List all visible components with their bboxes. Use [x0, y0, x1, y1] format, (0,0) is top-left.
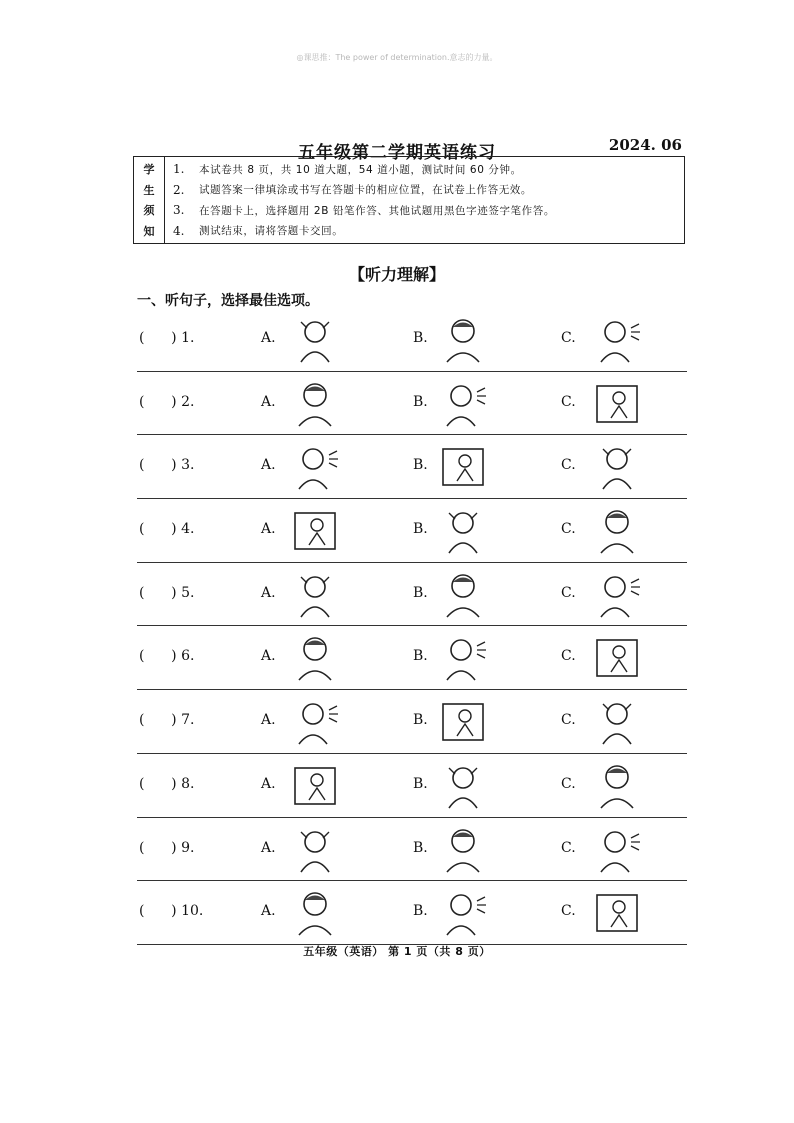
option-label: C. — [561, 393, 576, 410]
smartphone-app-icon — [589, 887, 645, 937]
notice-item-number: 3. — [173, 203, 185, 218]
notice-label-char: 知 — [143, 224, 155, 238]
question-number: ( ) 3. — [139, 457, 195, 474]
robot-icon — [435, 887, 491, 937]
option-label: B. — [413, 584, 428, 601]
notice-item-text: 测试结束，请将答题卡交回。 — [199, 225, 344, 238]
option-label: C. — [561, 521, 576, 538]
laptop-video-call-icon — [287, 887, 343, 937]
page-title: 五年级第二学期英语练习 — [298, 143, 496, 163]
question-number: ( ) 10. — [139, 903, 204, 920]
question-number: ( ) 6. — [139, 648, 195, 665]
question-row — [137, 690, 687, 754]
question-number: ( ) 9. — [139, 839, 195, 856]
question-row — [137, 372, 687, 436]
option-label: A. — [261, 521, 276, 538]
option-label: A. — [261, 648, 276, 665]
boy-coughing-icon — [589, 314, 645, 364]
family-camping-icon — [589, 760, 645, 810]
option-label: A. — [261, 903, 276, 920]
question-row — [137, 818, 687, 882]
two-boys-icon — [589, 569, 645, 619]
option-label: A. — [261, 584, 276, 601]
option-label: B. — [413, 712, 428, 729]
boy-taking-out-trash-icon — [287, 505, 343, 555]
girl-painting-icon — [435, 441, 491, 491]
option-label: B. — [413, 839, 428, 856]
option-label: C. — [561, 775, 576, 792]
option-label: C. — [561, 457, 576, 474]
option-label: C. — [561, 584, 576, 601]
notice-list — [165, 157, 684, 243]
option-label: A. — [261, 775, 276, 792]
notice-item-number: 2. — [173, 182, 185, 197]
family-portrait-icon — [435, 760, 491, 810]
question-row — [137, 881, 687, 945]
notice-item — [165, 162, 684, 177]
mother-and-son-icon — [287, 632, 343, 682]
part-heading: 一、听句子，选择最佳选项。 — [137, 293, 319, 309]
question-row — [137, 499, 687, 563]
notice-label-char: 须 — [143, 204, 155, 218]
question-row — [137, 754, 687, 818]
dragon-boat-race-icon — [589, 696, 645, 746]
teacher-with-children-icon — [589, 824, 645, 874]
section-heading: 【听力理解】 — [348, 265, 445, 284]
option-label: B. — [413, 330, 428, 346]
option-label: C. — [561, 330, 576, 346]
option-label: B. — [413, 457, 428, 474]
question-number: ( ) 8. — [139, 775, 195, 792]
notice-item — [165, 203, 684, 218]
notice-item-text: 试题答案一律填涂或书写在答题卡的相应位置，在试卷上作答无效。 — [199, 184, 532, 197]
question-row — [137, 435, 687, 499]
notice-label — [134, 157, 165, 243]
girl-playing-piano-icon — [435, 824, 491, 874]
option-label: C. — [561, 903, 576, 920]
kids-playing-chess-icon — [287, 569, 343, 619]
girl-feeding-fish-icon — [435, 505, 491, 555]
notice-label-char: 学 — [143, 163, 155, 177]
notice-item — [165, 223, 684, 238]
option-label: A. — [261, 330, 276, 346]
notice-item-number: 4. — [173, 223, 185, 238]
notice-item-text: 本试卷共 8 页，共 10 道大题，54 道小题，测试时间 60 分钟。 — [199, 163, 522, 176]
option-label: B. — [413, 521, 428, 538]
boy-swimming-icon — [287, 441, 343, 491]
option-label: B. — [413, 775, 428, 792]
girl-at-fridge-icon — [435, 569, 491, 619]
mother-teaching-child-icon — [435, 632, 491, 682]
headache-boy-icon — [287, 314, 343, 364]
question-row — [137, 308, 687, 372]
option-label: C. — [561, 648, 576, 665]
question-row — [137, 563, 687, 627]
question-row — [137, 626, 687, 690]
question-number: ( ) 4. — [139, 521, 195, 538]
people-planting-tree-icon — [287, 696, 343, 746]
option-label: C. — [561, 712, 576, 729]
question-number: ( ) 1. — [139, 330, 195, 346]
girl-sweeping-floor-icon — [589, 505, 645, 555]
notice-item-text: 在答题卡上，选择题用 2B 铅笔作答、其他试题用黑色字迹签字笔作答。 — [199, 204, 555, 217]
boy-portrait-icon — [435, 314, 491, 364]
notice-label-char: 生 — [143, 183, 155, 197]
option-label: B. — [413, 648, 428, 665]
girl-watering-plants-icon — [589, 441, 645, 491]
option-label: A. — [261, 393, 276, 410]
boy-playing-golf-icon — [287, 378, 343, 428]
watermark-text: ◎课思推：The power of determination.意志的力量。 — [296, 53, 498, 62]
option-label: C. — [561, 839, 576, 856]
question-list — [137, 308, 687, 945]
girl-cleaning-window-icon — [435, 378, 491, 428]
family-on-boat-icon — [287, 760, 343, 810]
students-in-classroom-icon — [435, 696, 491, 746]
option-label: B. — [413, 393, 428, 410]
girl-washing-dishes-icon — [589, 378, 645, 428]
question-number: ( ) 5. — [139, 584, 195, 601]
children-at-table-icon — [287, 824, 343, 874]
notice-item — [165, 182, 684, 197]
notice-item-number: 1. — [173, 162, 185, 177]
option-label: A. — [261, 839, 276, 856]
option-label: A. — [261, 712, 276, 729]
page-footer: 五年级（英语） 第 1 页（共 8 页） — [303, 945, 491, 958]
question-number: ( ) 2. — [139, 393, 195, 410]
option-label: B. — [413, 903, 428, 920]
option-label: A. — [261, 457, 276, 474]
mother-with-children-icon — [589, 632, 645, 682]
question-number: ( ) 7. — [139, 712, 195, 729]
notice-box — [133, 156, 685, 244]
exam-date: 2024. 06 — [608, 136, 682, 154]
